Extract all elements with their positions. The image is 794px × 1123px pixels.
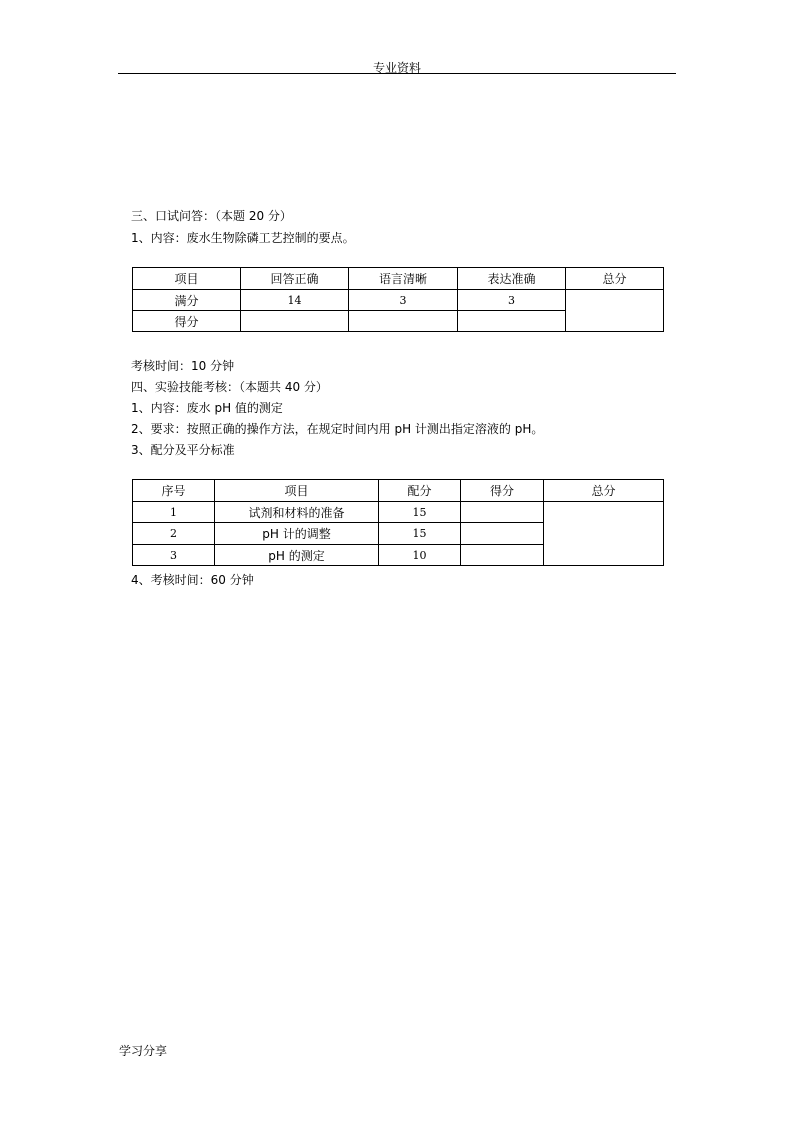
table-header-cell: 配分	[379, 480, 461, 502]
table-header-cell: 序号	[133, 480, 215, 502]
page-header-title: 专业资料	[372, 61, 421, 75]
row-label-cell: 得分	[133, 311, 241, 332]
row-label-cell: 满分	[133, 290, 241, 311]
points-cell: 10	[379, 545, 461, 566]
section4-heading: 四、实验技能考核：（本题共 40 分）	[131, 380, 328, 394]
score-cell-empty	[461, 523, 544, 545]
table-header-row	[133, 268, 664, 290]
table-row	[133, 290, 664, 311]
points-cell: 15	[379, 523, 461, 545]
table-header-cell: 项目	[133, 268, 241, 290]
table-cell: 14	[241, 290, 349, 311]
total-score-cell	[566, 290, 664, 332]
section4-scoring: 3、配分及平分标准	[131, 443, 235, 457]
section4-time: 4、考核时间：60 分钟	[131, 573, 254, 587]
table-header-cell: 得分	[461, 480, 544, 502]
row-number-cell: 3	[133, 545, 215, 566]
item-cell: 试剂和材料的准备	[215, 502, 379, 523]
header-divider	[118, 73, 676, 74]
table-header-cell: 表达准确	[458, 268, 566, 290]
table-cell-empty	[241, 311, 349, 332]
table-header-cell: 总分	[544, 480, 664, 502]
table-header-cell: 回答正确	[241, 268, 349, 290]
section4-requirement: 2、要求：按照正确的操作方法，在规定时间内用 pH 计测出指定溶液的 pH。	[131, 422, 544, 436]
score-cell-empty	[461, 502, 544, 523]
points-cell: 15	[379, 502, 461, 523]
oral-exam-score-table	[132, 267, 664, 332]
page-footer: 学习分享	[119, 1044, 168, 1058]
table-cell: 3	[349, 290, 458, 311]
table-header-cell: 总分	[566, 268, 664, 290]
table-header-cell: 项目	[215, 480, 379, 502]
section3-heading: 三、口试问答：（本题 20 分）	[131, 209, 292, 223]
section4-content: 1、内容：废水 pH 值的测定	[131, 401, 283, 415]
table-cell-empty	[458, 311, 566, 332]
table-cell-empty	[349, 311, 458, 332]
table-cell: 3	[458, 290, 566, 311]
section3-time: 考核时间：10 分钟	[131, 359, 235, 373]
item-cell: pH 计的调整	[215, 523, 379, 545]
row-number-cell: 1	[133, 502, 215, 523]
lab-skill-score-table	[132, 479, 664, 566]
table-header-cell: 语言清晰	[349, 268, 458, 290]
table-header-row	[133, 480, 664, 502]
table-row	[133, 502, 664, 523]
row-number-cell: 2	[133, 523, 215, 545]
total-score-cell	[544, 502, 664, 566]
score-cell-empty	[461, 545, 544, 566]
section3-content: 1、内容：废水生物除磷工艺控制的要点。	[131, 231, 355, 245]
item-cell: pH 的测定	[215, 545, 379, 566]
